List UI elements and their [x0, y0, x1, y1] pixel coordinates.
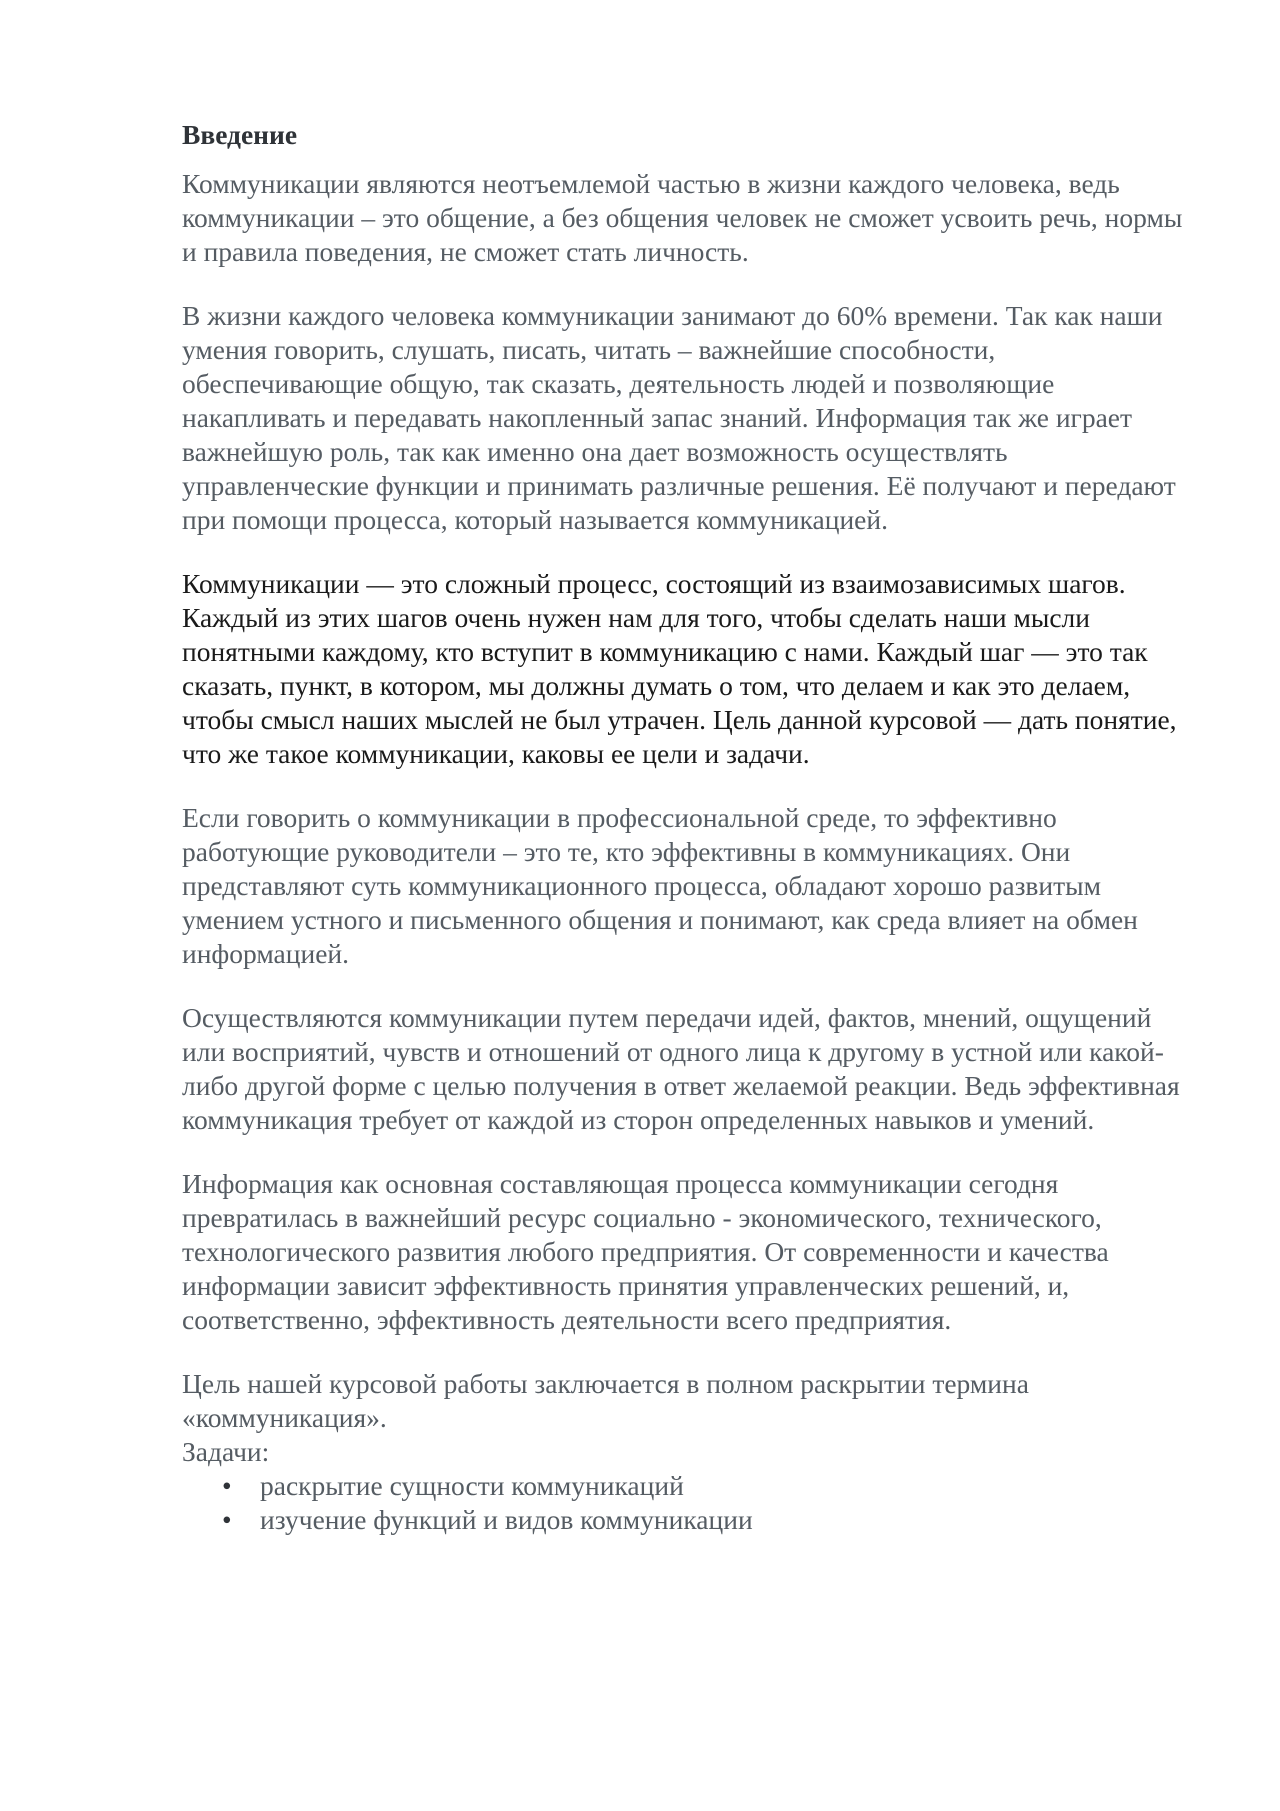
tasks-list [182, 1469, 1192, 1537]
paragraph-goal: Цель нашей курсовой работы заключается в полном раскрытии термина «коммуникация». [182, 1368, 1029, 1433]
list-item [182, 1469, 1192, 1503]
bullet-icon: • [222, 1470, 232, 1501]
list-item [182, 1503, 1192, 1537]
list-item-text: изучение функций и видов коммуникации [260, 1504, 753, 1535]
paragraph-process: Коммуникации — это сложный процесс, состоящий из взаимозависимых шагов. Каждый из этих шагов очень нужен нам для того, чтобы сделать наши мысли понятными каждому, кто вступит в коммуникацию с нами. Каждый шаг — это так сказать, пункт, в котором, мы должны думать о том, что делаем и как это делаем, чтобы смысл наших мыслей не был утрачен. Цель данной курсовой — дать понятие, что же такое коммуникации, каковы ее цели и задачи. [182, 568, 1177, 769]
paragraph-professional: Если говорить о коммуникации в профессиональной среде, то эффективно работующие руководители – это те, кто эффективны в коммуникациях. Они представляют суть коммуникационного процесса, обладают хорошо развитым умением устного и письменного общения и понимают, как среда влияет на обмен информацией. [182, 802, 1138, 969]
tasks-label: Задачи: [182, 1436, 270, 1467]
paragraph-intro: Коммуникации являются неотъемлемой частью в жизни каждого человека, ведь коммуникации – это общение, а без общения человек не сможет усвоить речь, нормы и правила поведения, не сможет стать личность. [182, 168, 1183, 267]
section-heading: Введение [182, 119, 298, 150]
paragraph-information: Информация как основная составляющая процесса коммуникации сегодня превратилась в важнейший ресурс социально - экономического, технического, технологического развития любого предприятия. От современности и качества информации зависит эффективность принятия управленческих решений, и, соответственно, эффективность деятельности всего предприятия. [182, 1168, 1109, 1335]
paragraph-time-share: В жизни каждого человека коммуникации занимают до 60% времени. Так как наши умения говорить, слушать, писать, читать – важнейшие способности, обеспечивающие общую, так сказать, деятельность людей и позволяющие накапливать и передавать накопленный запас знаний. Информация так же играет важнейшую роль, так как именно она дает возможность осуществлять управленческие функции и принимать различные решения. Её получают и передают при помощи процесса, который называется коммуникацией. [182, 300, 1176, 535]
list-item-text: раскрытие сущности коммуникаций [260, 1470, 684, 1501]
paragraph-transmission: Осуществляются коммуникации путем передачи идей, фактов, мнений, ощущений или восприятий, чувств и отношений от одного лица к другому в устной или какой-либо другой форме с целью получения в ответ желаемой реакции. Ведь эффективная коммуникация требует от каждой из сторон определенных навыков и умений. [182, 1002, 1180, 1135]
document-body [182, 118, 1192, 1537]
bullet-icon: • [222, 1504, 232, 1535]
